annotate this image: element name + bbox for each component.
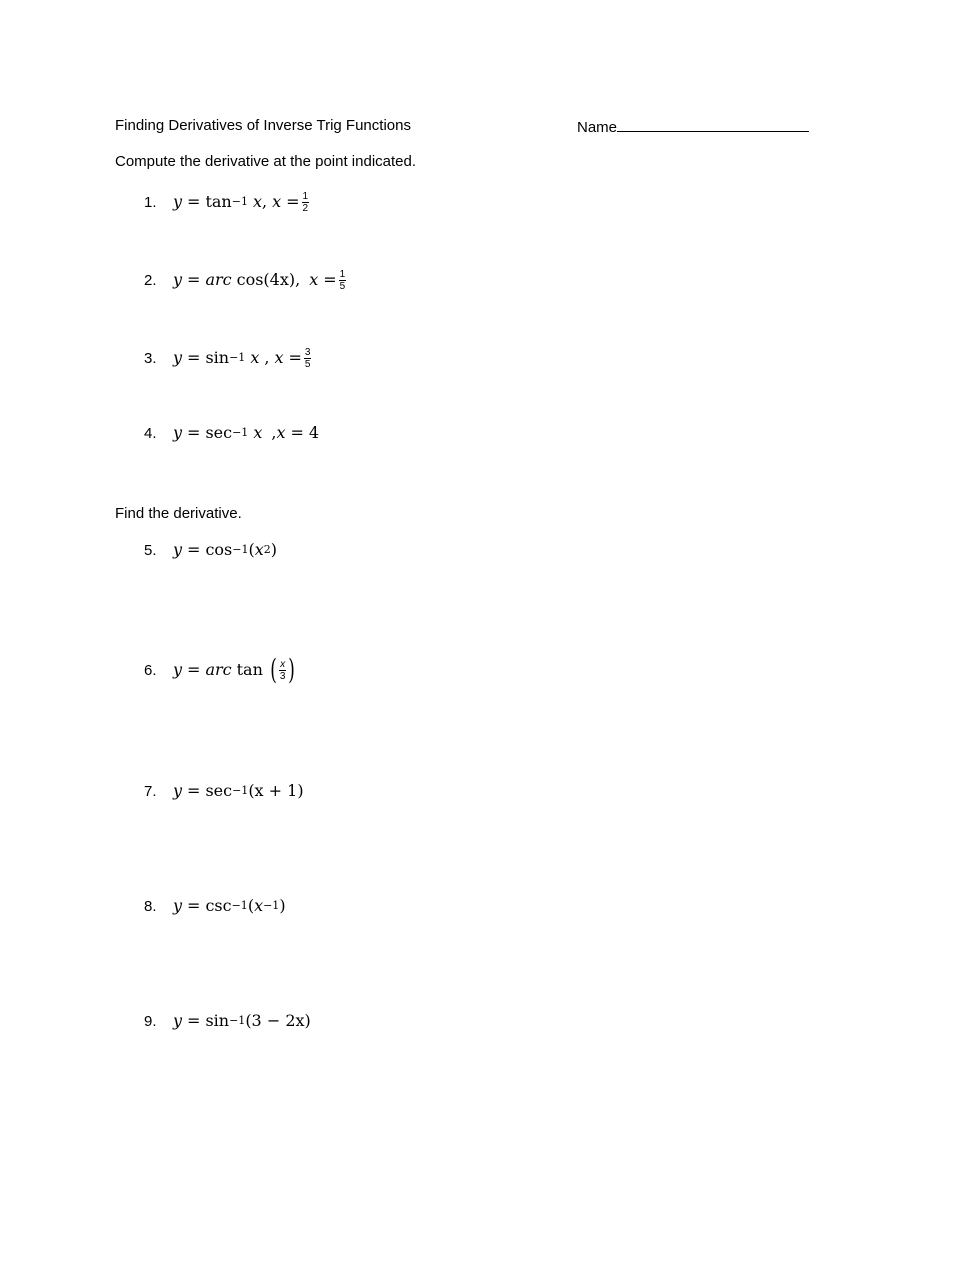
section1-instruction: Compute the derivative at the point indicated.	[115, 153, 417, 170]
function-name: cos	[236, 270, 264, 289]
problem-8: 8. y = csc −1 ( x −1 )	[144, 896, 286, 915]
problem-number: 7.	[144, 782, 157, 800]
function-name: cos	[205, 540, 233, 559]
function-name: tan	[205, 192, 232, 211]
argument-fraction: $\frac{x}{3}$	[279, 658, 286, 682]
arc-prefix: arc	[205, 270, 232, 289]
function-name: sin	[205, 1011, 230, 1030]
argument: x	[254, 896, 264, 915]
problem-number: 1.	[144, 193, 157, 211]
point-fraction: $\frac{3}{5}$	[304, 346, 311, 370]
problem-number: 2.	[144, 271, 157, 289]
point-value: 4	[308, 423, 320, 442]
worksheet-title: Finding Derivatives of Inverse Trig Functions	[115, 117, 411, 134]
name-blank-line	[617, 118, 809, 132]
point-fraction: $\frac{1}{5}$	[339, 268, 346, 292]
name-field[interactable]	[577, 118, 809, 135]
argument: (x + 1)	[248, 781, 304, 800]
problem-number: 5.	[144, 541, 157, 559]
function-name: csc	[205, 896, 232, 915]
function-name: tan	[236, 660, 263, 679]
problem-number: 6.	[144, 661, 157, 679]
argument: x	[254, 540, 264, 559]
function-name: sec	[205, 781, 233, 800]
problem-1: 1. y = tan −1 x , x = $\frac{1}{2}$	[144, 190, 309, 214]
name-label: Name	[577, 119, 618, 136]
argument: (3 − 2x)	[245, 1011, 311, 1030]
problem-number: 8.	[144, 897, 157, 915]
problem-9: 9. y = sin −1 (3 − 2x)	[144, 1011, 311, 1030]
section2-instruction: Find the derivative.	[115, 505, 242, 522]
problem-3: 3. y = sin −1 x , x = $\frac{3}{5}$	[144, 346, 311, 370]
problem-4: 4. y = sec −1 x , x = 4	[144, 423, 320, 442]
problem-number: 3.	[144, 349, 157, 367]
arc-prefix: arc	[205, 660, 232, 679]
problem-2: 2. y = arc cos (4x), x = $\frac{1}{5}$	[144, 268, 346, 292]
problem-6: 6. y = arc tan ( $\frac{x}{3}$ )	[144, 653, 296, 686]
problem-7: 7. y = sec −1 (x + 1)	[144, 781, 304, 800]
argument: (4x),	[263, 270, 301, 289]
function-name: sec	[205, 423, 233, 442]
function-name: sin	[205, 348, 230, 367]
problem-number: 9.	[144, 1012, 157, 1030]
problem-5: 5. y = cos −1 ( x 2 )	[144, 540, 278, 559]
point-fraction: $\frac{1}{2}$	[302, 190, 309, 214]
problem-number: 4.	[144, 424, 157, 442]
